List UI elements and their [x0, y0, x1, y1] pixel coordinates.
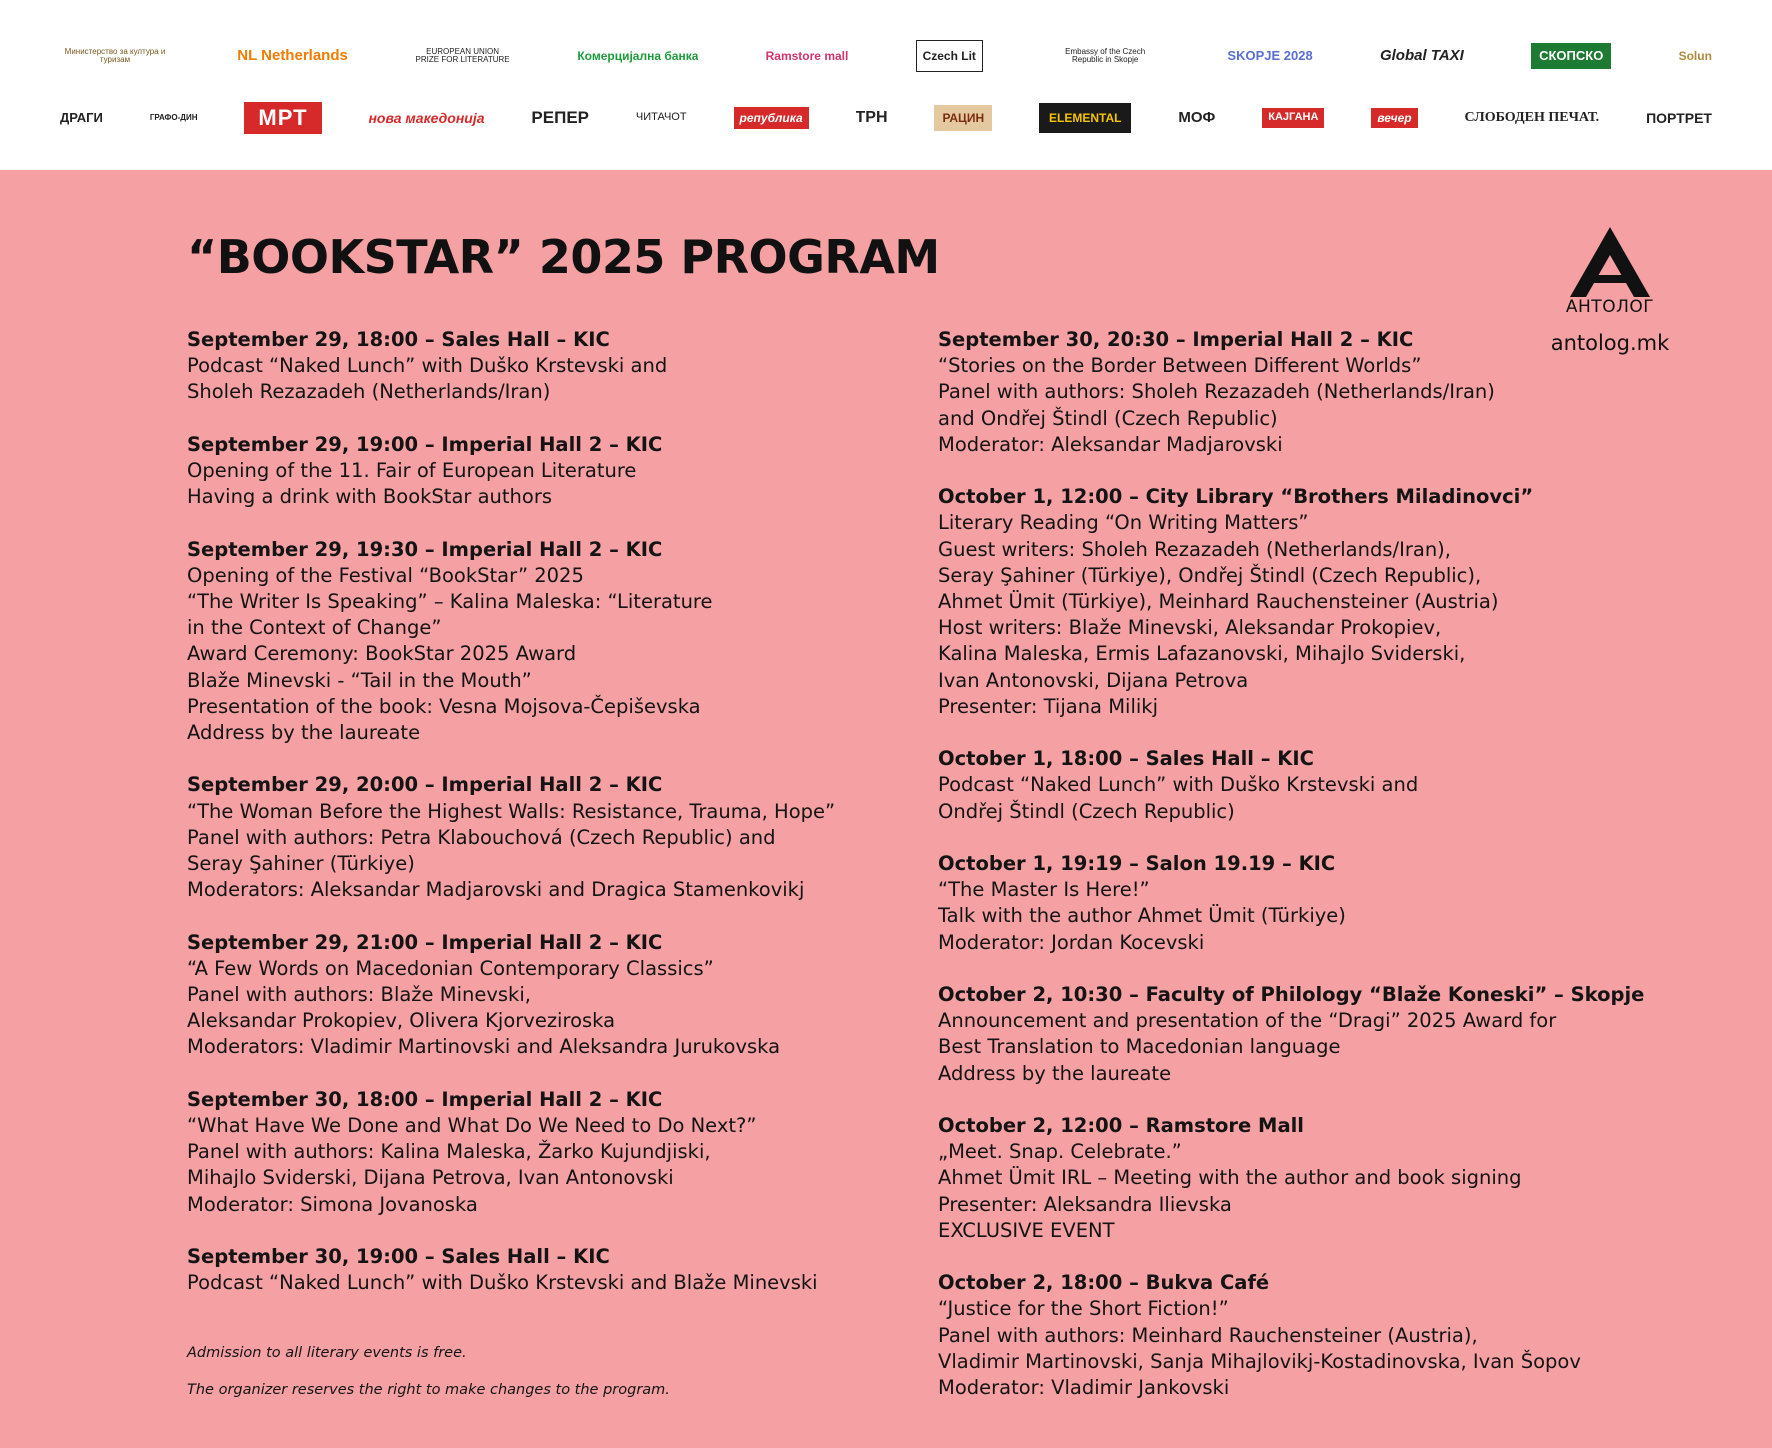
event-detail-line: Seray Şahiner (Türkiye), Ondřej Štindl (Czech Republic), — [938, 563, 1482, 587]
reper-logo: РЕПЕР — [531, 108, 589, 128]
program-column-left — [187, 327, 877, 1323]
event-detail-line: Moderator: Aleksandar Madjarovski — [938, 432, 1283, 456]
program-event — [938, 746, 1628, 825]
event-detail-line: Moderators: Aleksandar Madjarovski and Dragica Stamenkovikj — [187, 878, 805, 902]
event-detail-line: and Ondřej Štindl (Czech Republic) — [938, 406, 1278, 430]
dragi-logo: ДРАГИ — [60, 110, 103, 126]
event-detail-line: Ahmet Ümit (Türkiye), Meinhard Rauchensteiner (Austria) — [938, 590, 1499, 614]
event-detail-line: Presentation of the book: Vesna Mojsova-Čepiševska — [187, 694, 701, 718]
sloboden-pechat-logo: СЛОБОДЕН ПЕЧАТ. — [1464, 109, 1600, 125]
event-detail-line: Address by the laureate — [187, 721, 421, 745]
program-event — [938, 484, 1628, 720]
event-detail-line: Podcast “Naked Lunch” with Duško Krstevski and — [187, 354, 668, 378]
sponsor-row-2 — [60, 96, 1712, 140]
event-heading: October 2, 12:00 – Ramstore Mall — [938, 1114, 1304, 1138]
event-detail-line: Vladimir Martinovski, Sanja Mihajlovikj-Kostadinovska, Ivan Šopov — [938, 1349, 1581, 1373]
event-detail-line: “A Few Words on Macedonian Contemporary Classics” — [187, 956, 714, 980]
ministry-culture-logo: Министерство за култура и туризам — [64, 46, 166, 64]
event-detail-line: Ahmet Ümit IRL – Meeting with the author and book signing — [938, 1166, 1522, 1190]
event-detail-line: Podcast “Naked Lunch” with Duško Krstevski and Blaže Minevski — [187, 1271, 818, 1295]
event-detail-line: Panel with authors: Kalina Maleska, Žarko Kujundjiski, — [187, 1140, 711, 1164]
event-heading: September 30, 19:00 – Sales Hall – KIC — [187, 1245, 610, 1269]
event-detail-line: „Meet. Snap. Celebrate.” — [938, 1140, 1182, 1164]
event-detail-line: Panel with authors: Petra Klabouchová (Czech Republic) and — [187, 825, 776, 849]
solun-hotel-logo: Solun — [1678, 48, 1712, 63]
event-detail-line: Best Translation to Macedonian language — [938, 1035, 1341, 1059]
event-detail-line: Address by the laureate — [938, 1061, 1172, 1085]
event-heading: September 30, 18:00 – Imperial Hall 2 – KIC — [187, 1087, 663, 1111]
event-heading: September 29, 18:00 – Sales Hall – KIC — [187, 328, 610, 351]
sponsor-bar — [0, 0, 1772, 170]
brand-url: antolog.mk — [1550, 331, 1670, 355]
event-detail-line: Aleksandar Prokopiev, Olivera Kjorveziroska — [187, 1009, 616, 1033]
event-detail-line: EXCLUSIVE EVENT — [938, 1218, 1115, 1242]
page-title: “BOOKSTAR” 2025 PROGRAM — [187, 230, 940, 284]
program-event — [938, 982, 1645, 1087]
event-detail-line: Moderators: Vladimir Martinovski and Aleksandra Jurukovska — [187, 1035, 781, 1059]
event-heading: September 29, 20:00 – Imperial Hall 2 – KIC — [187, 773, 663, 797]
event-heading: October 1, 12:00 – City Library “Brothers Miladinovci” — [938, 485, 1534, 509]
eu-prize-logo: EUROPEAN UNION PRIZE FOR LITERATURE — [415, 46, 510, 64]
program-event — [938, 1113, 1628, 1244]
event-detail-line: “Stories on the Border Between Different Worlds” — [938, 354, 1422, 378]
event-detail-line: “The Master Is Here!” — [938, 878, 1150, 902]
program-event — [187, 537, 877, 747]
event-heading: October 2, 10:30 – Faculty of Philology “Blaže Koneski” – Skopje — [938, 983, 1645, 1007]
event-detail-line: Moderator: Jordan Kocevski — [938, 930, 1205, 954]
event-detail-line: in the Context of Change” — [187, 616, 442, 640]
program-event — [938, 1270, 1628, 1401]
kajgana-logo: КАЈГАНА — [1262, 108, 1324, 128]
event-detail-line: “Justice for the Short Fiction!” — [938, 1297, 1229, 1321]
program-event — [938, 851, 1628, 956]
grafo-din-logo: ГРАФО-ДИН — [149, 112, 198, 122]
sponsor-row-1 — [60, 28, 1712, 84]
mof-logo: МОФ — [1178, 109, 1216, 127]
global-taxi-logo: Global TAXI — [1379, 47, 1464, 65]
event-detail-line: Opening of the 11. Fair of European Literature — [187, 459, 637, 482]
event-detail-line: Sholeh Rezazadeh (Netherlands/Iran) — [187, 380, 551, 404]
event-heading: October 2, 18:00 – Bukva Café — [938, 1271, 1270, 1295]
vecer-logo: вечер — [1371, 108, 1417, 128]
czech-embassy-logo: Embassy of the Czech Republic in Skopje — [1065, 46, 1146, 64]
event-detail-line: Blaže Minevski - “Tail in the Mouth” — [187, 668, 532, 692]
chitach-logo: ЧИТАЧОТ — [635, 111, 687, 124]
changes-note: The organizer reserves the right to make changes to the program. — [187, 1382, 670, 1398]
event-heading: October 1, 18:00 – Sales Hall – KIC — [938, 747, 1314, 771]
event-detail-line: Host writers: Blaže Minevski, Aleksandar Prokopiev, — [938, 616, 1442, 640]
skopsko-logo: СКОПСКО — [1531, 43, 1611, 69]
event-detail-line: Ivan Antonovski, Dijana Petrova — [938, 668, 1249, 692]
ramstore-mall-logo: Ramstore mall — [765, 48, 849, 63]
event-heading: September 30, 20:30 – Imperial Hall 2 – KIC — [938, 328, 1414, 351]
program-event — [187, 327, 877, 406]
netherlands-logo: NL Netherlands — [237, 47, 348, 65]
event-detail-line: Literary Reading “On Writing Matters” — [938, 511, 1309, 535]
republika-logo: република — [734, 107, 809, 129]
event-heading: September 29, 21:00 – Imperial Hall 2 – KIC — [187, 930, 663, 954]
admission-note: Admission to all literary events is free. — [187, 1345, 467, 1361]
event-detail-line: Guest writers: Sholeh Rezazadeh (Netherlands/Iran), — [938, 537, 1451, 561]
czech-lit-logo: Czech Lit — [916, 40, 983, 72]
program-event — [187, 772, 877, 903]
event-heading: September 29, 19:30 – Imperial Hall 2 – KIC — [187, 537, 663, 561]
portret-logo: ПОРТРЕТ — [1646, 109, 1712, 126]
trn-logo: ТРН — [855, 108, 888, 126]
event-detail-line: Award Ceremony: BookStar 2025 Award — [187, 642, 577, 666]
event-detail-line: Moderator: Vladimir Jankovski — [938, 1376, 1230, 1400]
program-column-right — [938, 327, 1645, 1427]
event-heading: September 29, 19:00 – Imperial Hall 2 – KIC — [187, 432, 663, 456]
event-detail-line: Ondřej Štindl (Czech Republic) — [938, 799, 1235, 823]
event-detail-line: Talk with the author Ahmet Ümit (Türkiye) — [938, 904, 1346, 928]
program-event — [187, 1087, 877, 1218]
event-detail-line: Presenter: Tijana Milikj — [938, 694, 1158, 718]
racin-logo: РАЦИН — [934, 105, 992, 131]
event-detail-line: Podcast “Naked Lunch” with Duško Krstevski and — [938, 773, 1419, 797]
event-detail-line: Having a drink with BookStar authors — [187, 485, 553, 509]
event-detail-line: Moderator: Simona Jovanoska — [187, 1192, 478, 1216]
program-event — [187, 930, 877, 1061]
event-detail-line: Opening of the Festival “BookStar” 2025 — [187, 563, 584, 587]
skopje-2028-logo: SKOPJE 2028 — [1227, 48, 1313, 64]
event-detail-line: Panel with authors: Blaže Minevski, — [187, 983, 531, 1007]
program-event — [187, 1244, 877, 1296]
event-detail-line: Kalina Maleska, Ermis Lafazanovski, Mihajlo Sviderski, — [938, 642, 1466, 666]
program-event — [187, 432, 877, 511]
event-detail-line: “The Writer Is Speaking” – Kalina Maleska: “Literature — [187, 590, 713, 613]
nova-makedonija-logo: нова македонија — [368, 109, 485, 126]
antolog-logo-icon — [1568, 225, 1652, 299]
event-heading: October 1, 19:19 – Salon 19.19 – KIC — [938, 852, 1336, 876]
event-detail-line: Panel with authors: Sholeh Rezazadeh (Netherlands/Iran) — [938, 380, 1495, 404]
event-detail-line: Announcement and presentation of the “Dragi” 2025 Award for — [938, 1009, 1557, 1033]
event-detail-line: “The Woman Before the Highest Walls: Resistance, Trauma, Hope” — [187, 799, 836, 823]
elemental-logo: ELEMENTAL — [1039, 103, 1131, 133]
mrt-logo: МРТ — [244, 102, 321, 134]
event-detail-line: Presenter: Aleksandra Ilievska — [938, 1192, 1232, 1216]
event-detail-line: “What Have We Done and What Do We Need to Do Next?” — [187, 1114, 757, 1138]
brand-name: АНТОЛОГ — [1565, 297, 1655, 317]
footnotes — [187, 1343, 670, 1417]
event-detail-line: Panel with authors: Meinhard Rauchensteiner (Austria), — [938, 1323, 1478, 1347]
program-event — [938, 327, 1628, 458]
event-detail-line: Seray Şahiner (Türkiye) — [187, 852, 415, 876]
komercijalna-banka-logo: Комерцијална банка — [577, 48, 699, 63]
event-detail-line: Mihajlo Sviderski, Dijana Petrova, Ivan Antonovski — [187, 1166, 674, 1190]
